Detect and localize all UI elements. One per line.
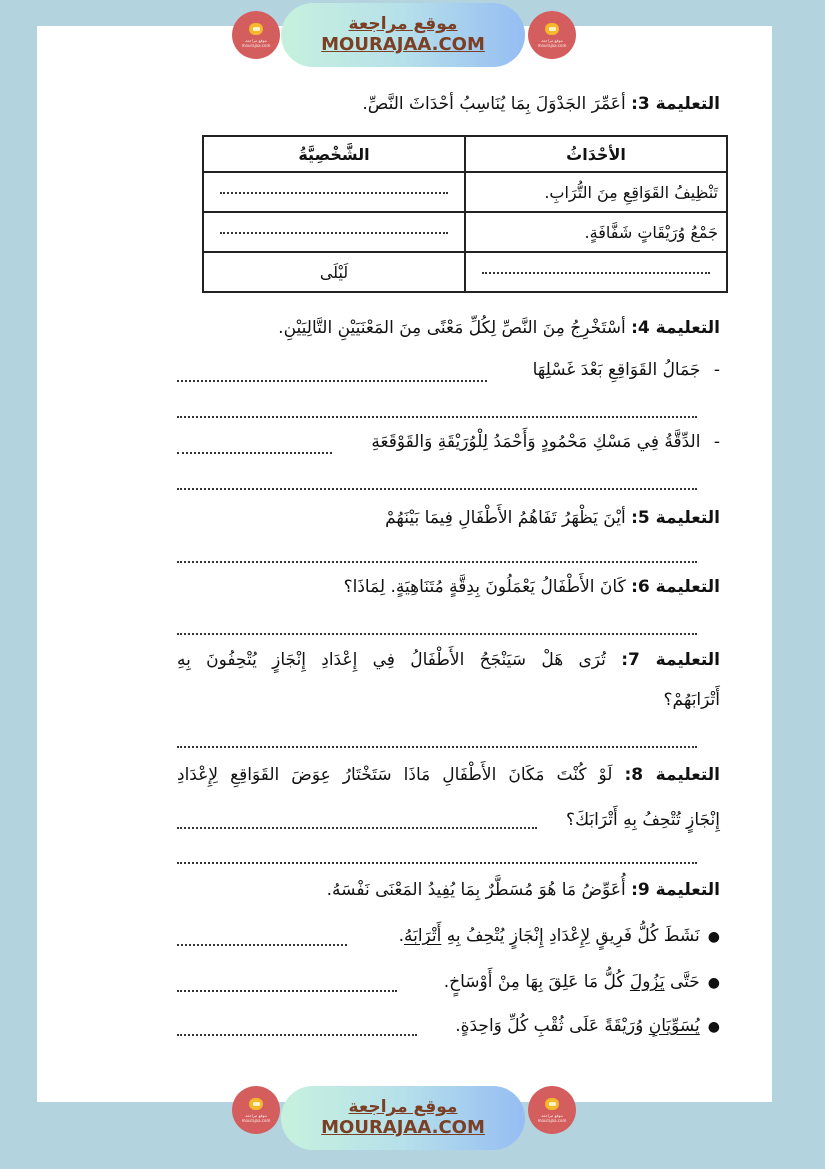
answer-line[interactable] [177,416,697,418]
bullet-icon: ● [707,1019,720,1035]
instruction-text: أيْنَ يَظْهَرُ تَفَاهُمُ الأَطْفَالِ فِيمَا بَيْنَهُمْ [385,508,626,528]
event-cell: تَنْظِيفُ القَوَاقِعِ مِنَ التُّرَابِ. [465,172,727,212]
character-cell: لَيْلَى [203,252,465,292]
book-logo-icon [249,1098,263,1110]
badge-text-ar: موقع مراجعة [245,37,267,43]
site-name-ar: موقع مراجعة [348,1097,458,1117]
instruction-text-line1: تُرَى هَلْ سَيَنْجَحُ الأَطْفَالُ فِي إِعْدَادِ إِنْجَازٍ يُتْحِفُونَ بِهِ [177,650,606,670]
site-name-ar: موقع مراجعة [348,14,458,34]
book-logo-icon [545,1098,559,1110]
answer-line[interactable] [177,862,697,864]
answer-line[interactable] [177,990,397,992]
badge-text-en: mourajaa.com [537,1117,567,1123]
rewrite-item [444,972,720,992]
site-link[interactable] [281,3,525,67]
instruction-label: التعليمة 7: [621,650,721,670]
events-table [202,135,728,293]
instruction-label: التعليمة 4: [631,318,720,338]
instruction-3 [362,94,720,114]
instruction-7-cont [664,690,720,710]
site-name-en: MOURAJAA.COM [321,1117,485,1138]
badge-text-en: mourajaa.com [241,42,271,48]
table-header-row [203,136,727,172]
meaning-item [371,432,720,452]
instruction-8-cont [566,810,720,830]
site-link[interactable] [281,1086,525,1150]
site-logo-badge [232,1086,280,1134]
answer-line[interactable] [177,633,697,635]
instruction-text-line2: إِنْجَازٍ تُتْحِفُ بِهِ أَتْرَابَكَ؟ [566,810,720,830]
instruction-label: التعليمة 5: [631,508,720,528]
instruction-5 [385,508,720,528]
bullet-icon: ● [707,929,720,945]
underlined-word: يُسَوِّيَانِ [648,1016,700,1036]
site-logo-badge [232,11,280,59]
answer-line[interactable] [177,380,487,382]
instruction-text-line2: أَتْرَابَهُمْ؟ [663,690,720,710]
underlined-word: أَتْرَابَهُ [403,926,442,946]
answer-line[interactable] [177,827,537,829]
badge-text-ar: موقع مراجعة [245,1112,267,1118]
site-logo-badge [528,11,576,59]
site-logo-badge [528,1086,576,1134]
underlined-word: يَزُولَ [629,972,665,992]
book-logo-icon [249,23,263,35]
instruction-label: التعليمة 9: [631,880,720,900]
badge-text-en: mourajaa.com [537,42,567,48]
instruction-label: التعليمة 8: [624,765,721,785]
sentence-text: وُرَيْقَةً عَلَى ثُقْبِ كُلِّ وَاحِدَةٍ. [455,1016,649,1036]
answer-line[interactable] [177,488,697,490]
header-events: الأحْدَاثُ [465,136,727,172]
character-answer-field[interactable] [203,212,465,252]
bullet-icon: ● [707,975,720,991]
instruction-7 [177,650,720,670]
dash-marker: - [713,360,720,380]
answer-line[interactable] [177,746,697,748]
book-logo-icon [545,23,559,35]
sentence-text: نَشَطَ كُلُّ فَرِيقٍ لِإِعْدَادِ إِنْجَازٍ يُتْحِفُ بِهِ [441,926,700,946]
instruction-text: أسْتَخْرِجُ مِنَ النَّصِّ لِكُلِّ مَعْنًى مِنَ المَعْنَيَيْنِ التَّالِيَيْنِ. [278,318,626,338]
sentence-text: حَتَّى [664,972,700,992]
instruction-6 [344,577,720,597]
event-answer-field[interactable] [465,252,727,292]
answer-line[interactable] [177,944,347,946]
instruction-8 [177,765,720,785]
badge-text-ar: موقع مراجعة [541,1112,563,1118]
event-cell: جَمْعُ وُرَيْقَاتٍ شَفَّافَةٍ. [465,212,727,252]
rewrite-item [455,1016,720,1036]
character-answer-field[interactable] [203,172,465,212]
site-banner-top [0,0,825,75]
instruction-label: التعليمة 3: [631,94,720,114]
sentence-text: كُلُّ مَا عَلِقَ بِهَا مِنْ أَوْسَاخٍ. [443,972,630,992]
site-banner-bottom [0,1082,825,1157]
answer-line[interactable] [177,561,697,563]
badge-text-ar: موقع مراجعة [541,37,563,43]
answer-line[interactable] [177,452,332,454]
sentence-text: . [398,926,404,946]
table-row [203,172,727,212]
answer-line[interactable] [177,1034,417,1036]
dash-marker: - [713,432,720,452]
instruction-label: التعليمة 6: [631,577,720,597]
badge-text-en: mourajaa.com [241,1117,271,1123]
meaning-item [533,360,720,380]
table-row [203,252,727,292]
instruction-text: أُعَوِّضُ مَا هُوَ مُسَطَّرٌ بِمَا يُفِيدُ المَعْنَى نَفْسَهُ. [326,880,626,900]
instruction-text-line1: لَوْ كُنْتَ مَكَانَ الأَطْفَالِ مَاذَا سَتَخْتَارُ عِوَضَ القَوَاقِعِ لِإِعْدَادِ [177,765,613,785]
header-character: الشَّخْصِيَّةُ [203,136,465,172]
site-name-en: MOURAJAA.COM [321,34,485,55]
instruction-text: كَانَ الأَطْفَالُ يَعْمَلُونَ بِدِقَّةٍ مُتَنَاهِيَةٍ. لِمَاذَا؟ [343,577,626,597]
instruction-4 [278,318,720,338]
meaning-text: الدِّقَّةُ فِي مَسْكِ مَحْمُودٍ وَأَحْمَدُ لِلْوُرَيْقَةِ وَالقَوْقَعَةِ [371,432,701,452]
instruction-text: أعَمِّرَ الجَدْوَلَ بِمَا يُنَاسِبُ أحْدَاثَ النَّصِّ. [362,94,626,114]
instruction-9 [327,880,720,900]
rewrite-item [399,926,720,946]
table-row [203,212,727,252]
meaning-text: جَمَالُ القَوَاقِعِ بَعْدَ غَسْلِهَا [532,360,701,380]
